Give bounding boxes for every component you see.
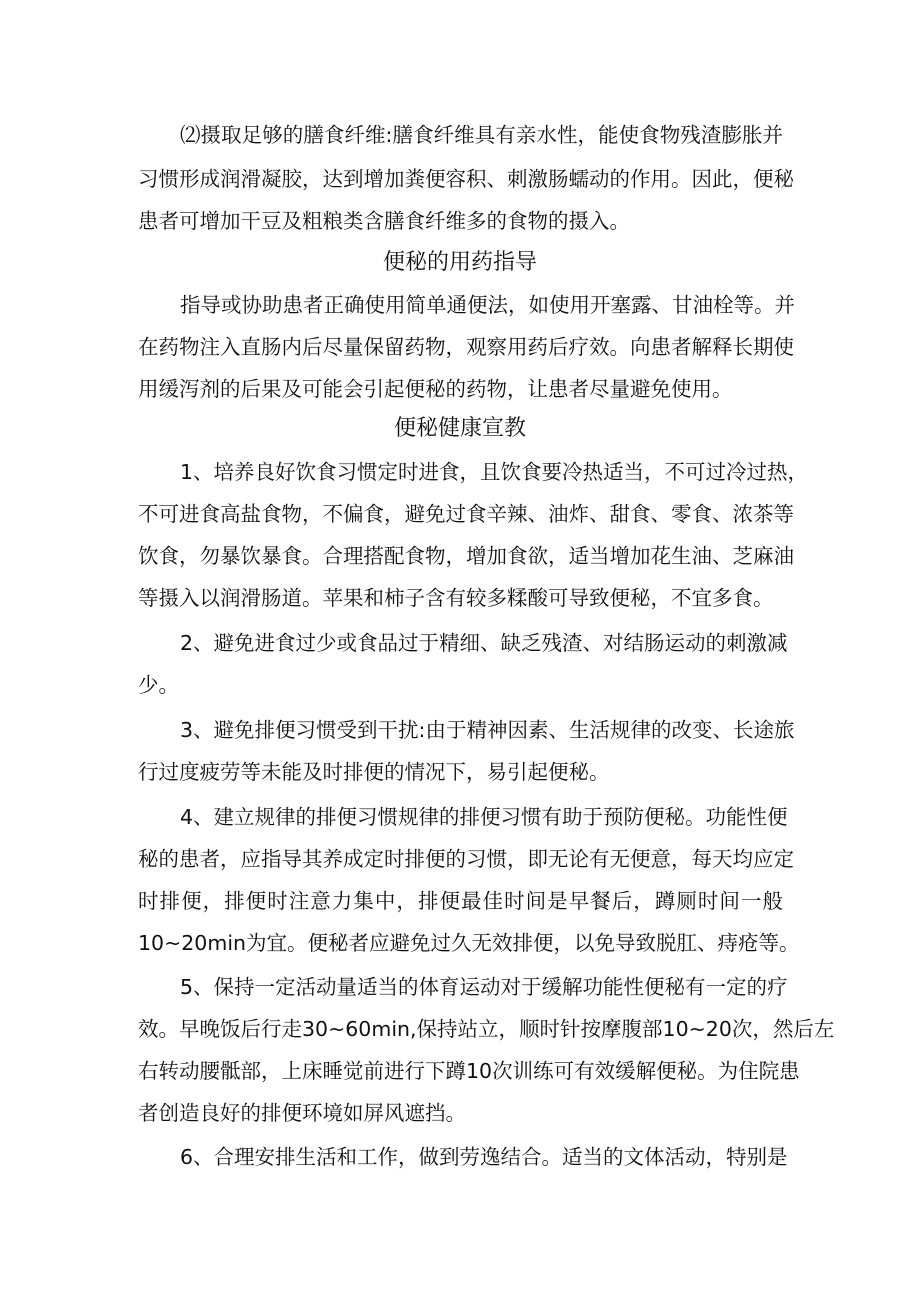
paragraph-line: 4、建立规律的排便习惯规律的排便习惯有助于预防便秘。功能性便: [180, 805, 788, 829]
paragraph-line: 1、培养良好饮食习惯定时进食，且饮食要冷热适当，不可过冷过热，: [180, 460, 809, 484]
paragraph-line: 5、保持一定活动量适当的体育运动对于缓解功能性便秘有一定的疗: [180, 975, 788, 999]
paragraph-line: 用缓泻剂的后果及可能会引起便秘的药物，让患者尽量避免使用。: [138, 377, 733, 401]
paragraph-line: 患者可增加干豆及粗粮类含膳食纤维多的食物的摄入。: [138, 209, 630, 233]
paragraph-line: 2、避免进食过少或食品过于精细、缺乏残渣、对结肠运动的刺激减: [180, 631, 788, 655]
paragraph-line: 10~20min为宜。便秘者应避免过久无效排便，以免导致脱肛、痔疮等。: [138, 931, 800, 955]
paragraph-line: 在药物注入直肠内后尽量保留药物，观察用药后疗效。向患者解释长期使: [138, 335, 794, 359]
paragraph-line: 等摄入以润滑肠道。苹果和柿子含有较多糅酸可导致便秘，不宜多食。: [138, 586, 774, 610]
paragraph-line: 指导或协助患者正确使用简单通便法，如使用开塞露、甘油栓等。并: [180, 293, 795, 317]
paragraph-line: 3、避免排便习惯受到干扰:由于精神因素、生活规律的改变、长途旅: [180, 718, 795, 742]
paragraph-line: 6、合理安排生活和工作，做到劳逸结合。适当的文体活动，特别是: [180, 1145, 788, 1169]
paragraph-line: 饮食，勿暴饮暴食。合理搭配食物，增加食欲，适当增加花生油、芝麻油: [138, 544, 794, 568]
paragraph-line: 秘的患者，应指导其养成定时排便的习惯，即无论有无便意，每天均应定: [138, 847, 794, 871]
paragraph-line: 右转动腰骶部，上床睡觉前进行下蹲10次训练可有效缓解便秘。为住院患: [138, 1059, 800, 1083]
paragraph-line: 不可进食高盐食物，不偏食，避免过食辛辣、油炸、甜食、零食、浓茶等: [138, 502, 794, 526]
section-heading: 便秘的用药指导: [382, 250, 537, 275]
section-heading: 便秘健康宣教: [393, 416, 526, 441]
paragraph-line: 时排便，排便时注意力集中，排便最佳时间是早餐后，蹲厕时间一般: [138, 889, 783, 913]
paragraph-line: 行过度疲劳等未能及时排便的情况下，易引起便秘。: [138, 760, 610, 784]
paragraph-line: 效。早晚饭后行走30~60min,保持站立，顺时针按摩腹部10~20次，然后左: [138, 1017, 835, 1041]
paragraph-line: 习惯形成润滑凝胶，达到增加粪便容积、刺激肠蠕动的作用。因此，便秘: [138, 167, 794, 191]
paragraph-line: 者创造良好的排便环境如屏风遮挡。: [138, 1101, 466, 1125]
paragraph-line: ⑵摄取足够的膳食纤维:膳食纤维具有亲水性，能使食物残渣膨胀并: [180, 123, 783, 147]
paragraph-line: 少。: [138, 673, 179, 697]
